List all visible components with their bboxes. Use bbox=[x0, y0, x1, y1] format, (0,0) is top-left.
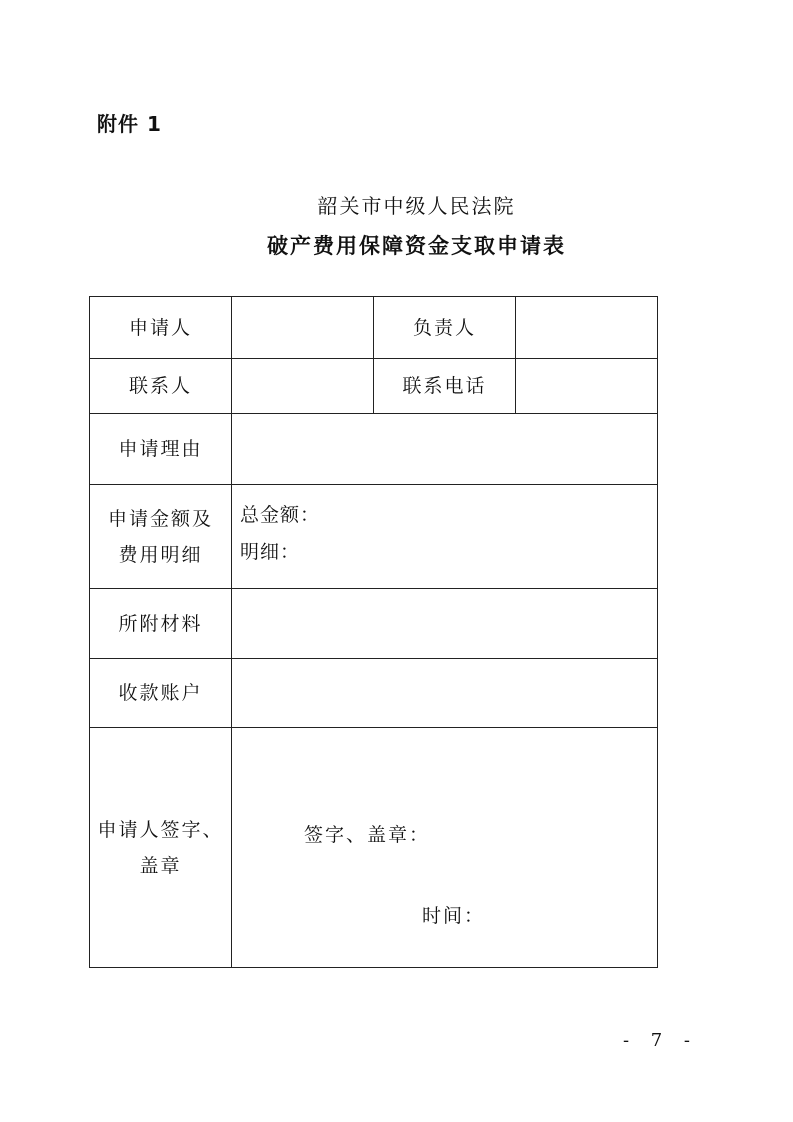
phone-label: 联系电话 bbox=[374, 359, 516, 414]
attachment-label: 附件 1 bbox=[97, 112, 162, 136]
table-row bbox=[90, 485, 658, 589]
signature-stamp-label: 签字、盖章： bbox=[304, 824, 431, 846]
reason-field[interactable] bbox=[232, 414, 658, 485]
amount-label-line2: 费用明细 bbox=[118, 543, 203, 566]
contact-field[interactable] bbox=[232, 359, 374, 414]
table-row bbox=[90, 728, 658, 968]
page-number: - 7 - bbox=[622, 1030, 698, 1051]
amount-label bbox=[90, 485, 232, 589]
table-row bbox=[90, 359, 658, 414]
sign-label-line1: 申请人签字、 bbox=[97, 818, 224, 841]
responsible-field[interactable] bbox=[516, 297, 658, 359]
signature-field[interactable] bbox=[232, 728, 658, 968]
court-name: 韶关市中级人民法院 bbox=[317, 194, 516, 218]
applicant-field[interactable] bbox=[232, 297, 374, 359]
phone-field[interactable] bbox=[516, 359, 658, 414]
sign-label bbox=[90, 728, 232, 968]
total-amount-label: 总金额： bbox=[240, 504, 321, 526]
attachments-label: 所附材料 bbox=[90, 589, 232, 659]
amount-detail-field[interactable] bbox=[232, 485, 658, 589]
application-form-table bbox=[89, 296, 658, 968]
responsible-label: 负责人 bbox=[374, 297, 516, 359]
table-row bbox=[90, 589, 658, 659]
account-field[interactable] bbox=[232, 659, 658, 728]
amount-label-line1: 申请金额及 bbox=[107, 507, 213, 530]
applicant-label: 申请人 bbox=[90, 297, 232, 359]
time-label: 时间： bbox=[422, 905, 486, 927]
table-row bbox=[90, 297, 658, 359]
detail-label: 明细： bbox=[240, 541, 301, 563]
table-row bbox=[90, 659, 658, 728]
form-title: 破产费用保障资金支取申请表 bbox=[267, 233, 566, 258]
attachments-field[interactable] bbox=[232, 589, 658, 659]
account-label: 收款账户 bbox=[90, 659, 232, 728]
sign-label-line2: 盖章 bbox=[139, 854, 182, 877]
reason-label: 申请理由 bbox=[90, 414, 232, 485]
contact-label: 联系人 bbox=[90, 359, 232, 414]
table-row bbox=[90, 414, 658, 485]
